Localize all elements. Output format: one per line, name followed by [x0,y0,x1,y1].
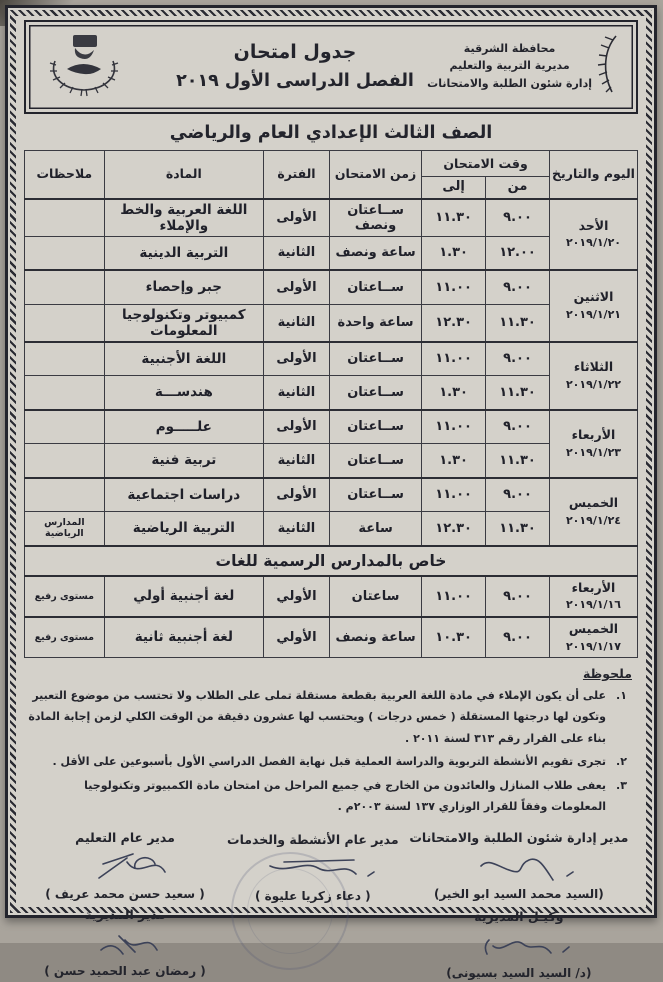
document-header [24,20,638,114]
to-time-cell: ١.٣٠ [422,236,486,270]
to-time-cell: ١.٣٠ [422,376,486,410]
exam-row [25,236,638,270]
note-item [26,775,632,818]
period-cell: الأولى [263,270,329,304]
duration-cell: ســاعتان [329,410,421,444]
note-text: يعفى طلاب المنازل والعائدون من الخارج في جميع المراحل من امتحان مادة الكمبيوتر وتكنولوجيا المعلومات وفقاً للقرار الوزاري ١٣٧ لسنة ٢٠٠٣م . [84,778,606,814]
col-header-duration: زمن الامتحان [329,151,421,199]
signature-column-activities-director [222,830,404,980]
signature-scribble [459,925,579,965]
note-cell [25,342,105,376]
day-date: ٢٠١٩/١/١٦ [565,598,622,612]
period-cell: الثانية [263,444,329,478]
day-name: الخميس [568,494,619,510]
subject-cell: جبر وإحصاء [104,270,263,304]
day-cell [549,576,637,617]
period-cell: الأولى [263,199,329,237]
exam-row [25,478,638,512]
signature-column-education-director [28,830,222,980]
to-time-cell: ١١.٣٠ [422,199,486,237]
day-cell [549,478,637,546]
day-date: ٢٠١٩/١/٢٣ [565,445,622,459]
signature-scribble [65,846,185,886]
note-cell: المدارس الرياضية [25,512,105,546]
document-title: جدول امتحان [233,41,357,63]
signature-column-exams-director [404,830,634,980]
to-time-cell: ١١.٠٠ [422,410,486,444]
day-cell [549,617,637,658]
from-time-cell: ٩.٠٠ [486,576,550,617]
to-time-cell: ١١.٠٠ [422,576,486,617]
period-cell: الأولى [263,342,329,376]
day-date: ٢٠١٩/١/٢٠ [565,236,622,250]
language-schools-section-title: خاص بالمدارس الرسمية للغات [25,546,638,576]
day-name: الأربعاء [571,579,616,595]
to-time-cell: ١.٣٠ [422,444,486,478]
from-time-cell: ١١.٣٠ [486,512,550,546]
exam-table-body [25,199,638,658]
note-number: ٢. [616,755,627,769]
duration-cell: ساعة واحدة [329,304,421,342]
note-cell [25,236,105,270]
subject-cell: التربية الدينية [104,236,263,270]
governorate-emblem-icon [40,33,128,99]
period-cell: الثانية [263,236,329,270]
exam-row [25,376,638,410]
col-header-period: الفترة [263,151,329,199]
paper-sheet [5,5,657,980]
section-row [25,546,638,576]
day-name: الثلاثاء [573,358,614,374]
subject-cell: كمبيوتر وتكنولوجيا المعلومات [104,304,263,342]
from-time-cell: ١١.٣٠ [486,376,550,410]
duration-cell: ساعة [329,512,421,546]
signatures-section [24,824,638,980]
to-time-cell: ١٢.٣٠ [422,512,486,546]
exam-row [25,304,638,342]
subject-cell: لغة أجنبية ثانية [104,617,263,658]
duration-cell: ساعة ونصف [329,236,421,270]
duration-cell: ســاعتان [329,478,421,512]
to-time-cell: ١٢.٣٠ [422,304,486,342]
to-time-cell: ١١.٠٠ [422,270,486,304]
duration-cell: ساعة ونصف [329,617,421,658]
col-header-subject: المادة [104,151,263,199]
note-cell: مستوى رفيع [25,576,105,617]
day-cell [549,342,637,410]
day-name: الخميس [568,620,619,636]
subject-cell: لغة أجنبية أولي [104,576,263,617]
subject-cell: اللغة الأجنبية [104,342,263,376]
day-name: الأربعاء [571,426,616,442]
note-cell [25,444,105,478]
signature-title: مدير المديرية [84,906,166,922]
signature-name: (د/ السيد السيد بسيونى) [446,965,592,980]
note-cell [25,376,105,410]
period-cell: الأولي [263,576,329,617]
period-cell: الأولي [263,617,329,658]
duration-cell: ســاعتان [329,270,421,304]
day-name: الأحد [578,217,609,233]
day-date: ٢٠١٩/١/١٧ [565,639,622,653]
ornamental-frame [10,10,652,980]
signature-title: مدير عام الأنشطة والخدمات [227,831,399,847]
day-name: الاثنين [573,289,614,305]
note-item [26,751,632,772]
period-cell: الثانية [263,376,329,410]
day-cell [549,199,637,271]
note-cell: مستوى رفيع [25,617,105,658]
subject-cell: علـــــوم [104,410,263,444]
signature-scribble [248,848,378,888]
note-text: تجرى تقويم الأنشطة التربوية والدراسة العملية قبل نهاية الفصل الدراسي الأول بأسبوعين على الأقل . [52,755,606,769]
notes-section [24,658,638,824]
page-title: الصف الثالث الإعدادي العام والرياضي [169,123,493,143]
col-header-from: من [486,177,550,199]
org-line-administration: إدارة شئون الطلبة والامتحانات [427,76,592,90]
signature-title: مدير إدارة شئون الطلبة والامتحانات [409,829,629,845]
note-cell [25,199,105,237]
exam-row [25,444,638,478]
notes-heading: ملحوظة [582,666,632,681]
day-cell [549,410,637,478]
note-cell [25,270,105,304]
duration-cell: ســاعتان [329,376,421,410]
period-cell: الأولى [263,478,329,512]
exam-row [25,410,638,444]
org-line-governorate: محافظة الشرقية [463,42,556,56]
exam-row [25,342,638,376]
document-title-block [128,41,432,91]
laurel-branch-icon [596,32,622,100]
subject-cell: اللغة العربية والخط والإملاء [104,199,263,237]
col-header-notes: ملاحظات [25,151,105,199]
duration-cell: ســاعتان ونصف [329,199,421,237]
day-date: ٢٠١٩/١/٢١ [565,307,622,321]
note-cell [25,304,105,342]
signature-title: وكيـل المديرية [474,908,564,924]
from-time-cell: ١١.٣٠ [486,304,550,342]
signature-scribble [459,846,579,886]
from-time-cell: ٩.٠٠ [486,199,550,237]
exam-schedule-table [24,150,638,658]
day-date: ٢٠١٩/١/٢٤ [565,513,622,527]
note-number: ١. [616,689,627,702]
subject-cell: هندســـة [104,376,263,410]
language-exam-row [25,576,638,617]
col-header-day: اليوم والتاريخ [549,151,637,199]
signature-scribble [65,923,185,963]
note-cell [25,478,105,512]
duration-cell: ســاعتان [329,342,421,376]
from-time-cell: ٩.٠٠ [486,270,550,304]
exam-row [25,270,638,304]
duration-cell: ساعتان [329,576,421,617]
from-time-cell: ١٢.٠٠ [486,236,550,270]
document-subtitle: الفصل الدراسى الأول ٢٠١٩ [176,71,414,91]
period-cell: الثانية [263,304,329,342]
to-time-cell: ١٠.٣٠ [422,617,486,658]
col-header-to: إلى [422,177,486,199]
subject-cell: تربية فنية [104,444,263,478]
subject-cell: التربية الرياضية [104,512,263,546]
notes-list [26,685,632,818]
duration-cell: ســاعتان [329,444,421,478]
org-block [427,32,622,100]
col-header-exam-time: وقت الامتحان [422,151,550,177]
signature-name: ( دعاء زكريا عليوة ) [255,888,371,903]
language-exam-row [25,617,638,658]
note-item [26,685,632,749]
to-time-cell: ١١.٠٠ [422,342,486,376]
signature-name: ( سعيد حسن محمد عريف ) [45,886,205,901]
day-date: ٢٠١٩/١/٢٢ [565,377,622,391]
period-cell: الثانية [263,512,329,546]
note-cell [25,410,105,444]
org-line-directorate: مديرية التربية والتعليم [449,59,570,73]
signature-name: (السيد محمد السيد ابو الخير) [433,886,604,901]
period-cell: الأولى [263,410,329,444]
subject-cell: دراسات اجتماعية [104,478,263,512]
from-time-cell: ٩.٠٠ [486,342,550,376]
from-time-cell: ١١.٣٠ [486,444,550,478]
from-time-cell: ٩.٠٠ [486,410,550,444]
note-text: على أن يكون الإملاء في مادة اللغة العربية بقطعة مستقلة تملى على الطلاب ولا تحتسب من موضوع التعبير وتكون لها درجتها المستقلة ( خمس درجات ) ويحتسب لها عشرون دقيقة من الوقت الكلي لزمن إجابة المادة بناء على القرار رقم ٣١٣ لسنة ٢٠١١ . [28,689,606,745]
exam-row [25,199,638,237]
from-time-cell: ٩.٠٠ [486,478,550,512]
signature-name: ( رمضان عبد الحميد حسن ) [44,963,206,978]
to-time-cell: ١١.٠٠ [422,478,486,512]
note-number: ٣. [616,778,627,792]
day-cell [549,270,637,342]
exam-row [25,512,638,546]
signature-title: مدير عام التعليم [75,829,175,845]
from-time-cell: ٩.٠٠ [486,617,550,658]
